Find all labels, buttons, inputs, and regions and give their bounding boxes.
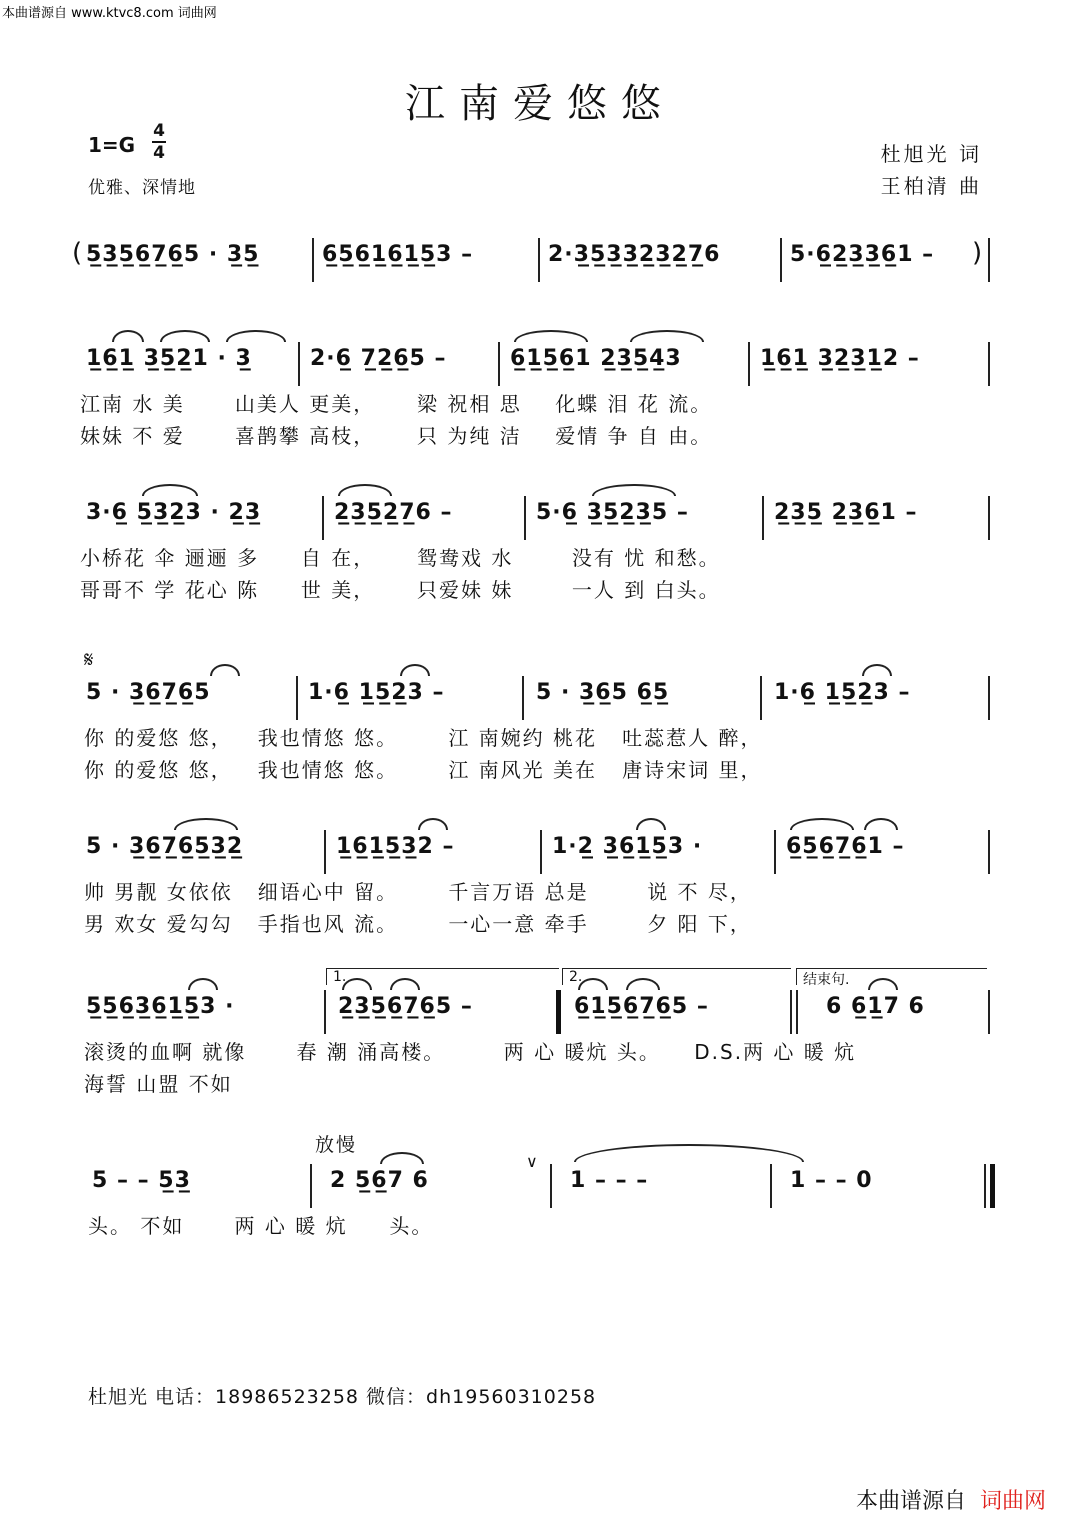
barline xyxy=(296,676,298,720)
slur xyxy=(630,330,704,342)
lyric: 喜鹊攀 高枝， xyxy=(234,424,376,448)
measure: 1 – – 0 xyxy=(790,1168,873,1193)
measure: 5 – – 5̲3̲ xyxy=(92,1168,191,1193)
lyric: 滚烫的血啊 就像 xyxy=(84,1040,247,1064)
measure: 5 · 3̲6̲7̲6̲5̲3̲2̲ xyxy=(86,834,244,859)
lyric: 春 潮 涌高楼。 xyxy=(296,1040,446,1064)
barline xyxy=(988,496,990,540)
barline xyxy=(322,496,324,540)
measure: 6̲1̲5̲6̲7̲6̲5 – xyxy=(574,994,709,1019)
lyric: 头。 xyxy=(389,1214,434,1238)
slur xyxy=(160,330,210,342)
lyric: 海誓 山盟 不如 xyxy=(84,1072,233,1096)
measure: 1̲6̲1̲5̲3̲2 – xyxy=(336,834,455,859)
barline xyxy=(748,342,750,386)
measure: 2̲3̲5̲6̲7̲6̲5 – xyxy=(338,994,473,1019)
watermark-brand: 词曲网 xyxy=(979,1489,1046,1514)
lyric: 世 美， xyxy=(300,578,376,602)
barline xyxy=(988,238,990,282)
barline xyxy=(790,990,792,1034)
measure: 1·6̲ 1̲5̲2̲3 – xyxy=(308,680,445,705)
lyric-line-1 xyxy=(84,1036,856,1065)
measure: 1·6̲ 1̲5̲2̲3 – xyxy=(774,680,911,705)
slur xyxy=(226,330,286,342)
barline xyxy=(988,830,990,874)
measure: 5̲3̲5̲6̲7̲6̲5 · 3̲5̲ xyxy=(86,242,260,267)
slur xyxy=(864,818,898,830)
slur xyxy=(636,818,666,830)
lyric-line-2 xyxy=(80,420,712,449)
barline xyxy=(324,990,326,1034)
lyric-line-1 xyxy=(88,1210,433,1239)
lyric: 妹妹 不 爱 xyxy=(80,424,185,448)
barline xyxy=(780,238,782,282)
barline xyxy=(312,238,314,282)
breath-mark-icon: ∨ xyxy=(526,1152,538,1171)
measure: 6̲5̲6̲1̲6̲1̲5̲3 – xyxy=(322,242,474,267)
tempo-change-marking: 放慢 xyxy=(315,1134,358,1156)
measure: 2·3̲5̲3̲3̲2̲3̲2̲7̲6 xyxy=(548,242,721,267)
lyric: 一心一意 牵手 xyxy=(448,912,589,936)
lyric: 帅 男靓 女依依 xyxy=(84,880,233,904)
lyric: 江 南婉约 桃花 xyxy=(448,726,598,750)
measure: 2 5̲6̲7 6 xyxy=(330,1168,429,1193)
lyric: 鸳鸯戏 水 xyxy=(417,546,514,570)
time-signature-bottom: 4 xyxy=(153,143,165,163)
barline xyxy=(538,238,540,282)
slur xyxy=(174,818,238,830)
slur xyxy=(142,484,198,496)
slur xyxy=(862,664,892,676)
lyric-line-2 xyxy=(84,754,762,783)
lyric: 两 心 暖炕 头。 xyxy=(503,1040,661,1064)
slur xyxy=(112,330,144,342)
time-signature xyxy=(150,121,168,163)
composer-credit: 王柏清 曲 xyxy=(880,174,982,198)
barline xyxy=(324,830,326,874)
barline xyxy=(770,1164,772,1208)
lyric-line-2 xyxy=(84,908,752,937)
volta-label: 结束句. xyxy=(803,972,850,988)
lyric: 梁 祝相 思 xyxy=(417,392,522,416)
lyric: 唐诗宋词 里， xyxy=(622,758,763,782)
measure: 2̲3̲5̲ 2̲3̲6̲1 – xyxy=(774,500,918,525)
segno-icon: 𝄋 xyxy=(84,648,94,673)
volta-label: 2. xyxy=(569,969,583,985)
lyric: 你 的爱悠 悠， xyxy=(84,726,233,750)
lyric: 吐蕊惹人 醉， xyxy=(622,726,763,750)
contact-footer: 杜旭光 电话：18986523258 微信：dh19560310258 xyxy=(88,1386,597,1408)
lyric: 只爱妹 妹 xyxy=(417,578,514,602)
lyric: 山美人 更美， xyxy=(234,392,376,416)
slur xyxy=(210,664,240,676)
lyric: 两 心 暖 炕 xyxy=(234,1214,348,1238)
lyric-line-1 xyxy=(80,388,712,417)
slur xyxy=(380,1152,424,1164)
repeat-barline xyxy=(556,990,561,1034)
measure: 5 · 3̲6̲7̲6̲5 xyxy=(86,680,211,705)
slur xyxy=(400,664,430,676)
time-signature-top: 4 xyxy=(153,121,165,141)
barline xyxy=(522,676,524,720)
measure: 6̲5̲6̲7̲6̲1 – xyxy=(786,834,905,859)
measure: 1 – – – xyxy=(570,1168,649,1193)
measure: 3·6̲ 5̲3̲2̲3 · 2̲3̲ xyxy=(86,500,262,525)
lyric: 我也情悠 悠。 xyxy=(257,726,399,750)
slur xyxy=(338,484,392,496)
measure: 6̲1̲5̲6̲1 2̲3̲5̲4̲3 xyxy=(510,346,682,371)
page-title: 江南爱悠悠 xyxy=(405,81,675,127)
barline xyxy=(550,1164,552,1208)
repeat-paren-open: ( xyxy=(72,238,83,268)
measure: 5·6̲ 3̲5̲2̲3̲5 – xyxy=(536,500,689,525)
measure: 6 6̲1̲7 6 xyxy=(826,994,925,1019)
lyric-line-1 xyxy=(84,876,752,905)
measure: 5̲5̲6̲3̲6̲1̲5̲3 · xyxy=(86,994,235,1019)
lyric-line-1 xyxy=(80,542,721,571)
barline xyxy=(988,676,990,720)
repeat-paren-close: ) xyxy=(972,238,983,268)
lyric: 你 的爱悠 悠， xyxy=(84,758,233,782)
measure: 2·6̲ 7̲2̲6̲5 – xyxy=(310,346,447,371)
lyricist-credit: 杜旭光 词 xyxy=(880,142,982,166)
lyric-line-2 xyxy=(80,574,721,603)
lyric: 说 不 尽， xyxy=(647,880,752,904)
slur xyxy=(592,484,676,496)
measure: 5 · 3̲6̲5 6̲5̲ xyxy=(536,680,670,705)
lyric: 没有 忧 和愁。 xyxy=(571,546,721,570)
slur xyxy=(188,978,218,990)
key-signature: 1=G xyxy=(88,133,136,157)
lyric: 细语心中 留。 xyxy=(257,880,399,904)
slur xyxy=(418,818,448,830)
slur xyxy=(514,330,588,342)
lyric: 小桥花 伞 逦逦 多 xyxy=(80,546,260,570)
lyric: 千言万语 总是 xyxy=(448,880,589,904)
measure: 1̲6̲1̲ 3̲2̲3̲1̲2 – xyxy=(760,346,920,371)
barline xyxy=(310,1164,312,1208)
barline xyxy=(760,676,762,720)
lyric: 江 南风光 美在 xyxy=(448,758,598,782)
lyric: 夕 阳 下， xyxy=(647,912,752,936)
lyric: 男 欢女 爱勾勾 xyxy=(84,912,233,936)
barline xyxy=(988,342,990,386)
barline xyxy=(796,990,798,1034)
lyric: 江南 水 美 xyxy=(80,392,185,416)
barline xyxy=(762,496,764,540)
slur xyxy=(790,818,854,830)
lyric: 化蝶 泪 花 流。 xyxy=(555,392,713,416)
lyric: 一人 到 白头。 xyxy=(571,578,721,602)
barline xyxy=(988,990,990,1034)
barline xyxy=(498,342,500,386)
measure: 1̲6̲1̲ 3̲5̲2̲1 · 3̲ xyxy=(86,346,252,371)
lyric: 自 在， xyxy=(300,546,376,570)
measure: 5·6̲2̲3̲3̲6̲1 – xyxy=(790,242,935,267)
barline xyxy=(774,830,776,874)
lyric: D.S.两 心 暖 炕 xyxy=(694,1040,857,1064)
tempo-marking: 优雅、深情地 xyxy=(88,178,196,198)
lyric: 头。 不如 xyxy=(88,1214,185,1238)
watermark-text: 本曲谱源自 xyxy=(855,1489,966,1514)
measure: 1·2̲ 3̲6̲1̲5̲3 · xyxy=(552,834,703,859)
lyric: 我也情悠 悠。 xyxy=(257,758,399,782)
watermark-top: 本曲谱源自 www.ktvc8.com 词曲网 xyxy=(2,6,217,21)
volta-label: 1. xyxy=(333,969,347,985)
barline xyxy=(524,496,526,540)
lyric: 手指也风 流。 xyxy=(257,912,399,936)
lyric: 哥哥不 学 花心 陈 xyxy=(80,578,260,602)
barline xyxy=(298,342,300,386)
lyric: 只 为纯 洁 xyxy=(417,424,522,448)
final-barline-thick xyxy=(990,1164,995,1208)
measure: 2̲3̲5̲2̲7̲6 – xyxy=(334,500,453,525)
tie xyxy=(574,1144,804,1162)
lyric-line-2 xyxy=(84,1068,233,1097)
lyric: 爱情 争 自 由。 xyxy=(555,424,713,448)
barline xyxy=(540,830,542,874)
watermark-bottom xyxy=(856,1484,1046,1515)
lyric-line-1 xyxy=(84,722,762,751)
final-barline-thin xyxy=(984,1164,986,1208)
